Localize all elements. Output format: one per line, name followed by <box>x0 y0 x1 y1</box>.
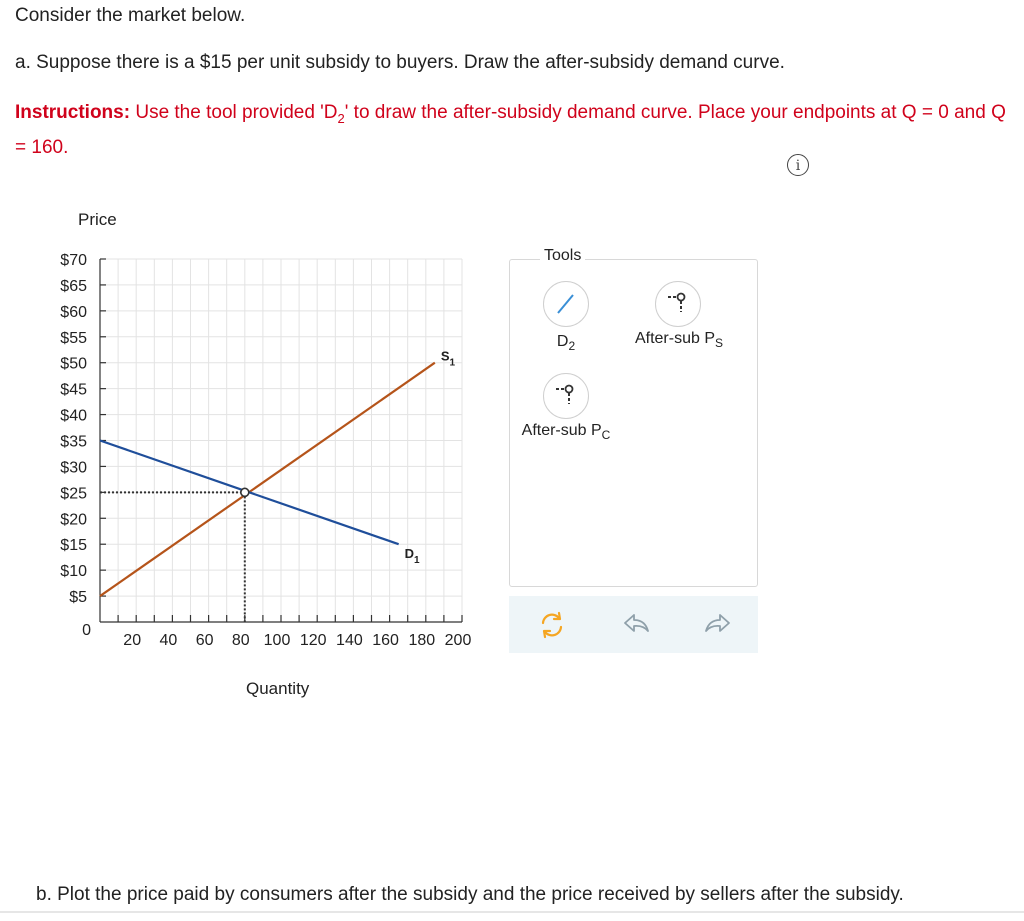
origin-label: 0 <box>82 622 91 639</box>
y-tick-label: $20 <box>60 511 87 529</box>
y-tick-label: $50 <box>60 355 87 373</box>
d2-tool-sub: 2 <box>568 339 576 353</box>
y-tick-label: $70 <box>60 252 87 269</box>
curve-letter: S <box>440 348 450 364</box>
undo-icon <box>619 608 653 642</box>
x-axis-title: Quantity <box>246 679 310 698</box>
after-sub-ps-sub: S <box>715 336 724 350</box>
equilibrium-point <box>241 488 249 496</box>
x-tick-label: 40 <box>159 632 178 649</box>
supply-curve <box>100 363 435 596</box>
supply-label <box>441 349 456 369</box>
y-tick-label: $60 <box>60 303 87 321</box>
y-axis-title: Price <box>78 210 117 229</box>
y-tick-label: $65 <box>60 277 87 295</box>
market-graph[interactable] <box>0 240 500 660</box>
reset-button[interactable] <box>535 608 569 642</box>
curve-subscript: 1 <box>449 357 456 369</box>
x-tick-label: 60 <box>195 632 214 649</box>
d2-tool-label <box>540 333 592 353</box>
reset-icon <box>535 608 569 642</box>
after-sub-ps-tool-button[interactable] <box>655 281 701 327</box>
x-tick-label: 160 <box>372 632 399 649</box>
instructions-text-2: ' to draw the after-subsidy demand curve. Place your endpoints at Q = 0 and Q = 160. <box>15 102 1006 158</box>
d2-tool-name: D <box>556 333 569 350</box>
after-sub-ps-label <box>620 330 738 350</box>
x-tick-label: 120 <box>299 632 327 649</box>
after-sub-ps-name: After-sub P <box>634 330 715 347</box>
point-drop-icon <box>544 374 587 417</box>
line-tool-icon <box>544 282 587 325</box>
x-tick-label: 140 <box>336 632 363 649</box>
divider <box>0 911 1024 913</box>
y-tick-label: $5 <box>69 589 87 607</box>
instructions-label: Instructions: <box>15 102 131 123</box>
point-drop-icon <box>656 282 699 325</box>
tools-title: Tools <box>540 247 585 265</box>
x-tick-label: 180 <box>408 632 436 649</box>
instructions-text-1: Use the tool provided 'D <box>130 102 338 123</box>
redo-button[interactable] <box>701 608 735 642</box>
instructions-sub: 2 <box>337 110 345 126</box>
question-a: a. Suppose there is a $15 per unit subsidy to buyers. Draw the after-subsidy demand curve. <box>15 52 785 73</box>
undo-button[interactable] <box>619 608 653 642</box>
y-tick-label: $55 <box>60 329 87 347</box>
demand-label <box>405 546 420 566</box>
info-icon[interactable]: i <box>787 154 809 176</box>
x-tick-label: 80 <box>231 632 250 649</box>
curve-subscript: 1 <box>414 555 420 567</box>
after-sub-pc-tool-button[interactable] <box>543 373 589 419</box>
after-sub-pc-name: After-sub P <box>521 422 602 439</box>
y-tick-label: $10 <box>60 563 87 581</box>
y-tick-label: $35 <box>60 433 87 451</box>
y-tick-label: $40 <box>60 407 87 425</box>
after-sub-pc-sub: C <box>601 428 611 442</box>
instructions <box>15 98 1015 162</box>
after-sub-pc-label <box>507 422 625 442</box>
redo-icon <box>701 608 735 642</box>
y-tick-label: $15 <box>60 537 87 555</box>
y-tick-label: $30 <box>60 459 87 477</box>
d2-tool-button[interactable] <box>543 281 589 327</box>
y-tick-label: $25 <box>60 485 87 503</box>
question-b: b. Plot the price paid by consumers after the subsidy and the price received by sellers after the subsidy. <box>36 884 904 905</box>
curve-letter: D <box>404 546 415 562</box>
x-tick-label: 200 <box>444 632 472 649</box>
x-tick-label: 100 <box>263 632 291 649</box>
y-tick-label: $45 <box>60 381 87 399</box>
x-tick-label: 20 <box>123 632 142 649</box>
intro-text: Consider the market below. <box>15 5 246 26</box>
